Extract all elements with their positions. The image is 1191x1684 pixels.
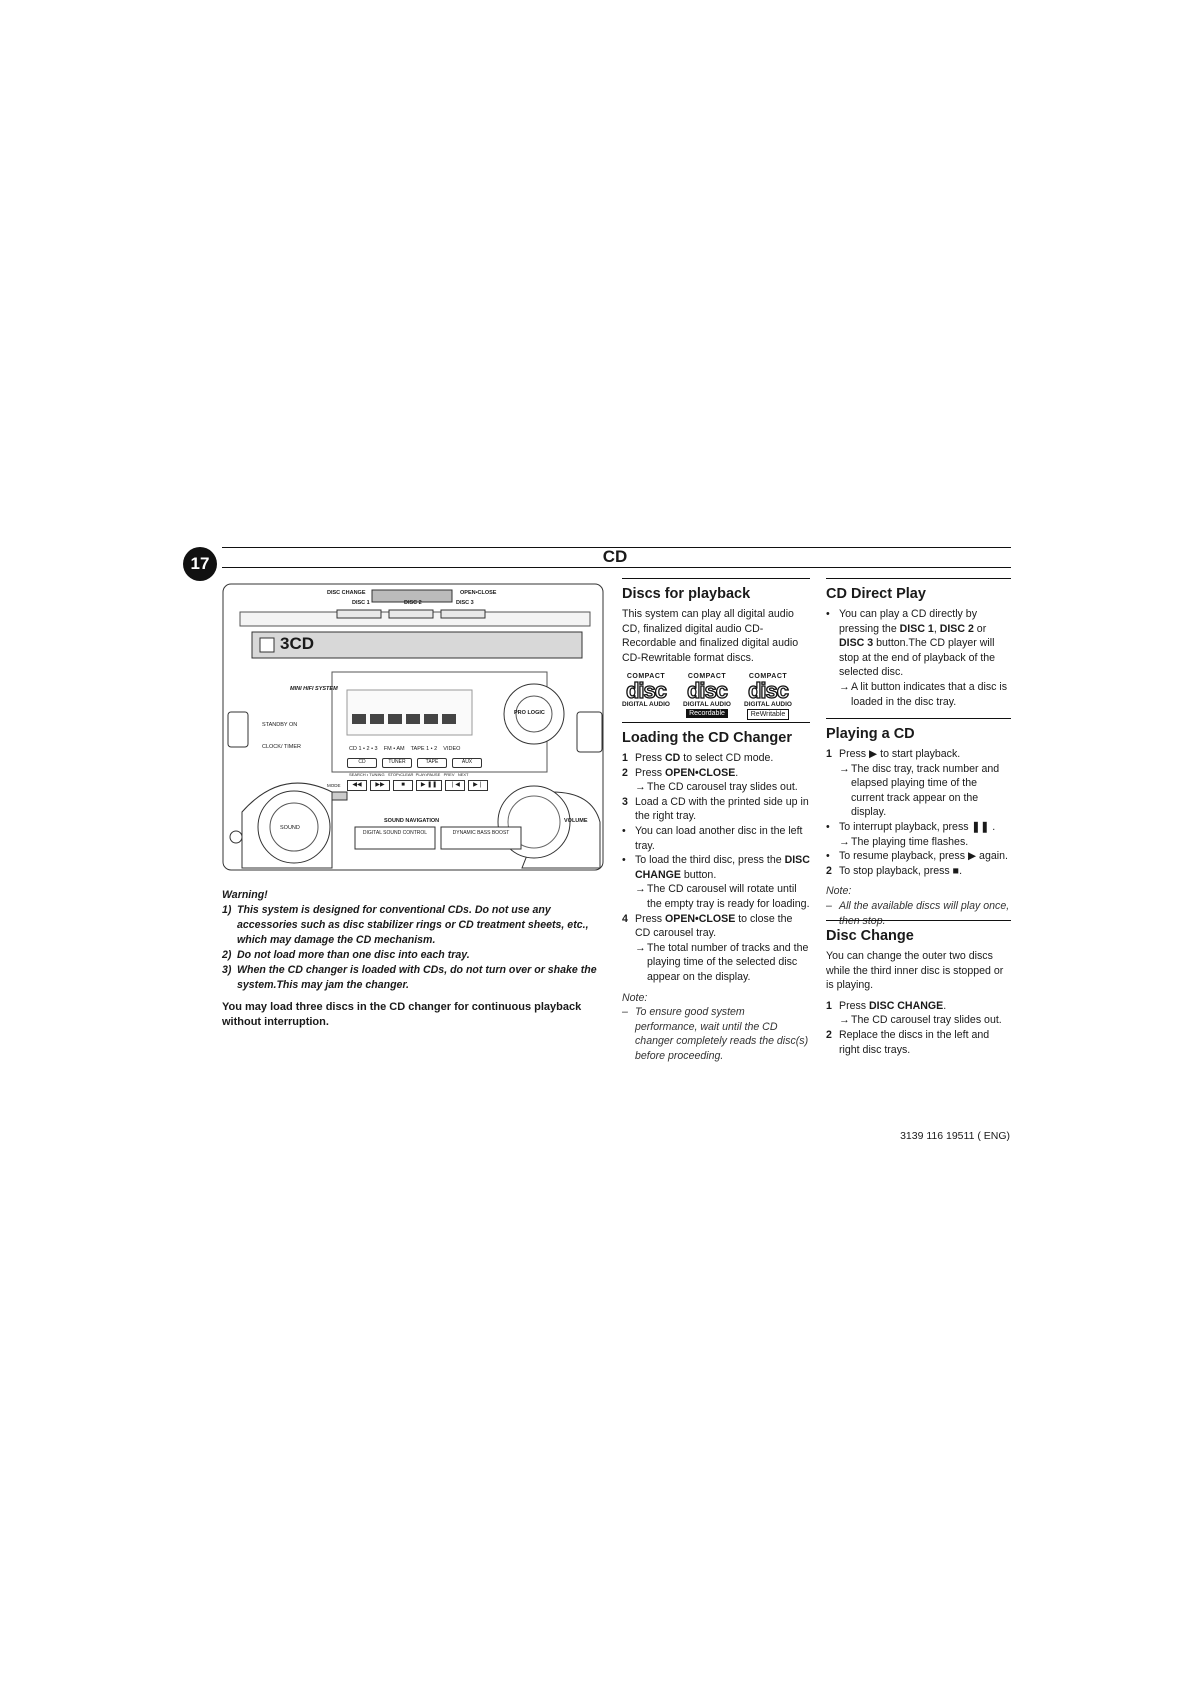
logo-tag: Recordable	[686, 709, 728, 718]
step-text	[635, 751, 773, 766]
step-number: 2	[622, 766, 628, 779]
column-playing	[826, 718, 1011, 928]
fast-forward-button[interactable]: ▶▶	[370, 780, 390, 791]
text: You can play a CD directly by pressing the	[839, 608, 977, 635]
open-close-label: OPEN•CLOSE	[460, 590, 497, 596]
discs-for-playback-body: This system can play all digital audio CD, finalized digital audio CD-Recordable and finalized digital audio CD-Rewritable format discs.	[622, 608, 799, 664]
column-disc-change	[826, 920, 1011, 1057]
warning-text: This system is designed for conventional CDs. Do not use any accessories such as disc stabilizer rings or CD treatment sheets, etc., which may damage the CD mechanism.	[237, 904, 589, 946]
note-text: All the available discs will play once, then stop.	[839, 899, 1010, 927]
step	[622, 912, 810, 941]
bullet-icon: •	[826, 608, 830, 620]
bullet-text	[635, 853, 810, 882]
mini-system-label: MINI HIFI SYSTEM	[290, 686, 338, 692]
tuner-source-button[interactable]: TUNER	[382, 758, 412, 768]
disc-change-heading: Disc Change	[826, 920, 1011, 945]
discs-for-playback-heading: Discs for playback	[622, 578, 810, 603]
text: Press	[635, 766, 666, 779]
disc1-key: DISC 1	[899, 622, 934, 635]
disc3-label[interactable]: DISC 3	[456, 600, 474, 606]
step-text	[635, 912, 810, 941]
logo-tag: ReWritable	[747, 709, 790, 720]
disc-change-label: DISC CHANGE	[327, 590, 366, 596]
text: button.The CD player will stop at the end of playback of the selected disc.	[839, 637, 996, 679]
next-button[interactable]: ▶❘	[468, 780, 488, 791]
note-text: To ensure good system performance, wait until the CD changer completely reads the disc(s) before proceeding.	[635, 1006, 809, 1062]
step-text	[635, 766, 738, 781]
bullet-text: To interrupt playback, press ❚❚ .	[839, 820, 996, 833]
bullet-text	[839, 607, 1011, 680]
bullet-icon: •	[622, 854, 626, 867]
open-close-key: OPEN•CLOSE	[665, 766, 736, 779]
disc1-label[interactable]: DISC 1	[352, 600, 370, 606]
disc3-key: DISC 3	[839, 637, 874, 650]
column-discs-for-playback	[622, 578, 810, 717]
result-line	[622, 941, 810, 985]
step	[826, 999, 1011, 1014]
arrow-icon: →	[635, 941, 646, 954]
prev-button[interactable]: ❘◀	[445, 780, 465, 791]
text: Press	[839, 999, 870, 1012]
digital-sound-control-button[interactable]: DIGITAL SOUND CONTROL	[362, 830, 428, 836]
text: button.	[680, 868, 717, 881]
note-label: Note:	[622, 991, 648, 1004]
bullet-icon: •	[622, 824, 626, 837]
arrow-icon: →	[635, 781, 646, 794]
logo-sub: DIGITAL AUDIO	[683, 701, 731, 709]
result-line	[826, 1013, 1011, 1028]
step	[622, 751, 810, 766]
text: .	[943, 999, 947, 1012]
warning-title: Warning!	[222, 889, 268, 901]
step-text	[839, 999, 946, 1014]
volume-label: VOLUME	[564, 818, 588, 824]
disc-logos	[622, 673, 810, 717]
stop-button[interactable]: ■	[393, 780, 413, 791]
device-illustration	[222, 582, 606, 872]
result-line	[622, 882, 810, 911]
step-number: 1	[622, 752, 628, 764]
text: To resume playback, press	[839, 850, 968, 863]
warning-item	[222, 963, 607, 993]
step-text: Load a CD with the printed side up in the right tray.	[635, 795, 809, 823]
document-code: 3139 116 19511 ( ENG)	[900, 1130, 1010, 1142]
rewind-button[interactable]: ◀◀	[347, 780, 367, 791]
text: to start playback.	[877, 748, 961, 760]
bullet-icon: •	[826, 850, 830, 863]
pro-logic-label: PRO LOGIC	[514, 710, 545, 716]
bullet	[622, 853, 810, 882]
load-three-discs-note: You may load three discs in the CD changer for continuous playback without interruption.	[222, 1001, 582, 1028]
result-line	[826, 680, 1011, 709]
text: Press	[839, 748, 870, 760]
result-line	[826, 762, 1011, 820]
disc2-label[interactable]: DISC 2	[404, 600, 422, 606]
text: ,	[933, 622, 940, 635]
header-rule-bottom	[222, 567, 1011, 568]
text: to select CD mode.	[680, 752, 774, 764]
step-number: 1	[826, 748, 832, 760]
note-label: Note:	[826, 885, 852, 898]
arrow-icon: →	[839, 762, 850, 775]
logo-disc: disc	[625, 678, 667, 704]
warning-item	[222, 948, 607, 963]
text: Press	[635, 912, 666, 925]
loading-heading: Loading the CD Changer	[622, 722, 810, 747]
note	[622, 1005, 810, 1063]
cd-rewritable-logo	[744, 673, 792, 717]
sound-label[interactable]: SOUND	[280, 825, 300, 831]
result-line	[826, 835, 1011, 850]
section-title: CD	[602, 547, 628, 566]
logo-sub: DIGITAL AUDIO	[622, 701, 670, 709]
disc-change-key: DISC CHANGE	[635, 854, 810, 881]
pause-icon: ❚❚	[971, 820, 990, 833]
text: or	[973, 622, 987, 635]
result-text: The playing time flashes.	[851, 835, 969, 848]
warning-block	[222, 888, 607, 993]
bullet	[826, 607, 1011, 680]
bullet-icon: •	[826, 820, 830, 833]
step	[622, 795, 810, 824]
text: .	[735, 766, 739, 779]
logo-top: COMPACT	[748, 673, 788, 681]
bullet	[622, 824, 810, 853]
play-icon: ▶	[869, 748, 878, 760]
aux-source-button[interactable]: AUX	[452, 758, 482, 768]
step	[826, 864, 1011, 879]
transport-buttons	[347, 780, 488, 791]
source-list: CD 1 • 2 • 3 FM • AM TAPE 1 • 2 VIDEO	[349, 746, 461, 752]
text: Press	[635, 752, 666, 764]
text: To interrupt playback, press	[839, 820, 972, 833]
compact-disc-logo	[622, 673, 670, 717]
warning-num: 3)	[222, 964, 232, 976]
step-number: 2	[826, 1028, 832, 1041]
step-text: To stop playback, press ■.	[839, 864, 963, 877]
disc-change-key: DISC CHANGE	[869, 999, 944, 1012]
result-text: A lit button indicates that a disc is loaded in the disc tray.	[851, 680, 1008, 708]
text: To load the third disc, press the	[635, 854, 785, 867]
text: To stop playback, press	[839, 864, 953, 877]
step	[826, 747, 1011, 762]
result-text: The CD carousel will rotate until the empty tray is ready for loading.	[647, 883, 810, 910]
bullet	[826, 849, 1011, 864]
clock-timer-label[interactable]: CLOCK/ TIMER	[262, 744, 302, 750]
standby-on-label[interactable]: STANDBY ON	[262, 722, 298, 728]
cd-key: CD	[665, 752, 681, 764]
logo-top: COMPACT	[626, 673, 666, 681]
step-number: 3	[622, 795, 628, 808]
logo-top: COMPACT	[687, 673, 727, 681]
play-icon: ▶	[967, 850, 977, 863]
step	[826, 1028, 1011, 1057]
disc-change-body: You can change the outer two discs while the third inner disc is stopped or is playing.	[826, 950, 1004, 992]
column-direct-play	[826, 578, 1011, 709]
mode-label: MODE	[327, 783, 341, 788]
dash-icon: –	[622, 1006, 628, 1019]
result-text: The CD carousel tray slides out.	[647, 781, 798, 794]
sound-navigation-label: SOUND NAVIGATION	[384, 818, 440, 824]
cd-source-button[interactable]: CD	[347, 758, 377, 768]
playing-heading: Playing a CD	[826, 718, 1011, 743]
step-number: 4	[622, 912, 628, 925]
logo-disc: disc	[686, 678, 728, 704]
result-text: The total number of tracks and the playing time of the selected disc appear on the display.	[647, 941, 809, 983]
arrow-icon: →	[635, 883, 646, 896]
step	[622, 766, 810, 781]
open-close-key: OPEN•CLOSE	[665, 912, 736, 925]
step-number: 2	[826, 864, 832, 877]
arrow-icon: →	[839, 1014, 850, 1027]
page-number-badge: 17	[183, 547, 217, 581]
warning-text: When the CD changer is loaded with CDs, do not turn over or shake the system.This may jam the changer.	[237, 964, 597, 991]
arrow-icon: →	[839, 835, 850, 848]
tape-source-button[interactable]: TAPE	[417, 758, 447, 768]
warning-item	[222, 903, 607, 948]
logo-disc: disc	[747, 678, 789, 704]
logo-3cd: 3CD	[280, 634, 315, 653]
play-pause-button[interactable]: ▶ ❚❚	[416, 780, 442, 791]
arrow-icon: →	[839, 680, 850, 693]
logo-sub: DIGITAL AUDIO	[744, 701, 792, 709]
step-text	[839, 747, 960, 762]
step-text: Replace the discs in the left and right disc trays.	[839, 1028, 990, 1056]
result-text: The disc tray, track number and elapsed playing time of the current track appear on the display.	[851, 762, 1000, 819]
dynamic-bass-boost-button[interactable]: DYNAMIC BASS BOOST	[452, 830, 510, 836]
bullet-text: You can load another disc in the left tray.	[635, 824, 803, 852]
warning-num: 2)	[222, 949, 232, 961]
transport-labels: SEARCH • TUNING STOP•CLEAR PLAY•PAUSE PREV NEXT	[349, 772, 469, 777]
bullet	[826, 820, 1011, 835]
cd-recordable-logo	[683, 673, 731, 717]
result-text: The CD carousel tray slides out.	[851, 1014, 1002, 1027]
stop-icon: ■	[952, 864, 960, 877]
warning-num: 1)	[222, 904, 232, 916]
step-number: 1	[826, 999, 832, 1012]
disc2-key: DISC 2	[939, 622, 974, 635]
text: to close the CD carousel tray.	[635, 912, 793, 940]
dash-icon: –	[826, 899, 832, 912]
direct-play-heading: CD Direct Play	[826, 578, 1011, 603]
column-loading	[622, 722, 810, 1063]
result-line	[622, 780, 810, 795]
bullet-text: To resume playback, press ▶ again.	[839, 850, 1008, 863]
warning-text: Do not load more than one disc into each tray.	[237, 949, 470, 961]
